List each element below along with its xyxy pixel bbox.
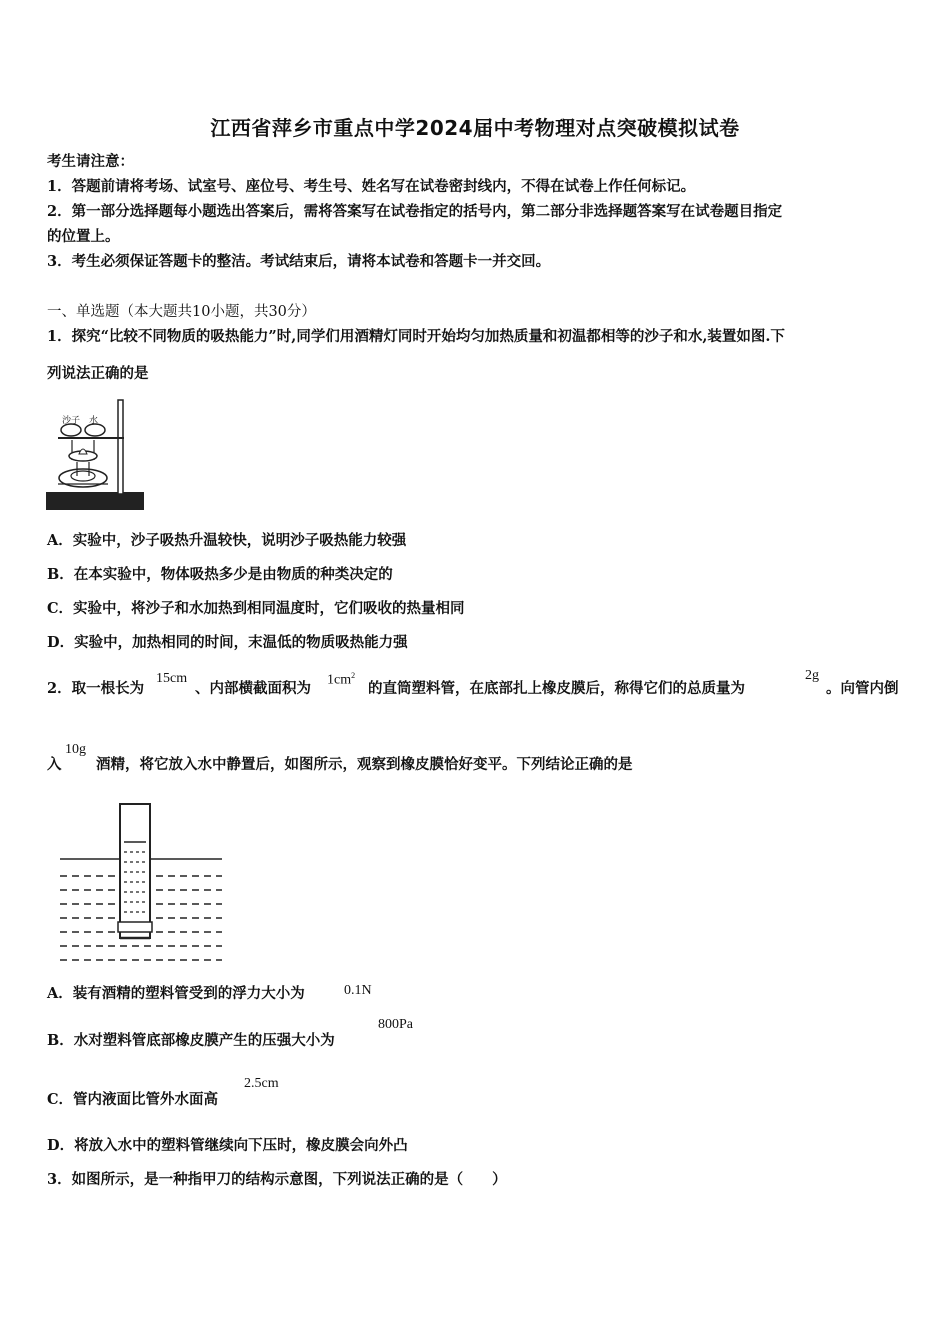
q2-alcohol-mass-value: 10g [65,742,86,757]
notice-item-3: 3．考生必须保证答题卡的整洁。考试结束后，请将本试卷和答题卡一并交回。 [47,253,551,270]
section-heading: 一、单选题（本大题共10小题，共30分） [47,304,316,320]
q2-option-c-value: 2.5cm [244,1076,279,1091]
page-title: 江西省萍乡市重点中学2024届中考物理对点突破模拟试卷 [210,116,740,140]
q2-option-b-value: 800Pa [378,1017,413,1032]
notice-item-1: 1．答题前请将考场、试室号、座位号、考生号、姓名写在试卷密封线内，不得在试卷上作任何标记。 [47,178,696,195]
q1-heating-apparatus-figure [44,396,150,516]
notice-item-2b: 的位置上。 [47,228,120,245]
q2-option-c: C．管内液面比管外水面高 [47,1091,219,1108]
q3-stem: 3．如图所示，是一种指甲刀的结构示意图，下列说法正确的是（ ） [47,1171,507,1188]
q1-stem-line2: 列说法正确的是 [47,365,149,382]
q2-stem-part4: 。向管内倒 [826,680,899,697]
q2-mass-value: 2g [805,668,819,683]
q1-option-d: D．实验中，加热相同的时间，末温低的物质吸热能力强 [47,634,408,651]
q2-option-d: D．将放入水中的塑料管继续向下压时，橡皮膜会向外凸 [47,1137,408,1154]
q1-stem-line1: 1．探究“比较不同物质的吸热能力”时,同学们用酒精灯同时开始均匀加热质量和初温都相等的沙子和水,装置如图.下 [47,328,785,345]
q1-option-c: C．实验中，将沙子和水加热到相同温度时，它们吸收的热量相同 [47,600,465,617]
q2-option-a: A．装有酒精的塑料管受到的浮力大小为 [47,985,305,1002]
q2-stem-part5: 入 [47,756,62,773]
q2-area-value: $1cm^2$ [327,671,356,688]
q1-option-b: B．在本实验中，物体吸热多少是由物质的种类决定的 [47,566,393,583]
q2-option-b: B．水对塑料管底部橡皮膜产生的压强大小为 [47,1032,335,1049]
notice-item-2a: 2．第一部分选择题每小题选出答案后，需将答案写在试卷指定的括号内，第二部分非选择题答案写在试卷题目指定 [47,203,783,220]
q2-stem-part2: 、内部横截面积为 [195,680,311,697]
q2-stem-part1: 2．取一根长为 [47,680,145,697]
notice-heading: 考生请注意： [47,153,134,170]
q2-stem-part3: 的直筒塑料管，在底部扎上橡皮膜后，称得它们的总质量为 [368,680,745,697]
q1-fig-label-sand: 沙子 [62,416,81,426]
q2-option-a-value: 0.1N [344,983,372,998]
q2-tube-in-water-figure [56,800,228,968]
q2-stem-part6: 酒精，将它放入水中静置后，如图所示，观察到橡皮膜恰好变平。下列结论正确的是 [96,756,633,773]
q1-fig-label-water: 水 [89,416,99,426]
q2-length-value: 15cm [156,671,188,686]
q1-option-a: A．实验中，沙子吸热升温较快，说明沙子吸热能力较强 [47,532,407,549]
